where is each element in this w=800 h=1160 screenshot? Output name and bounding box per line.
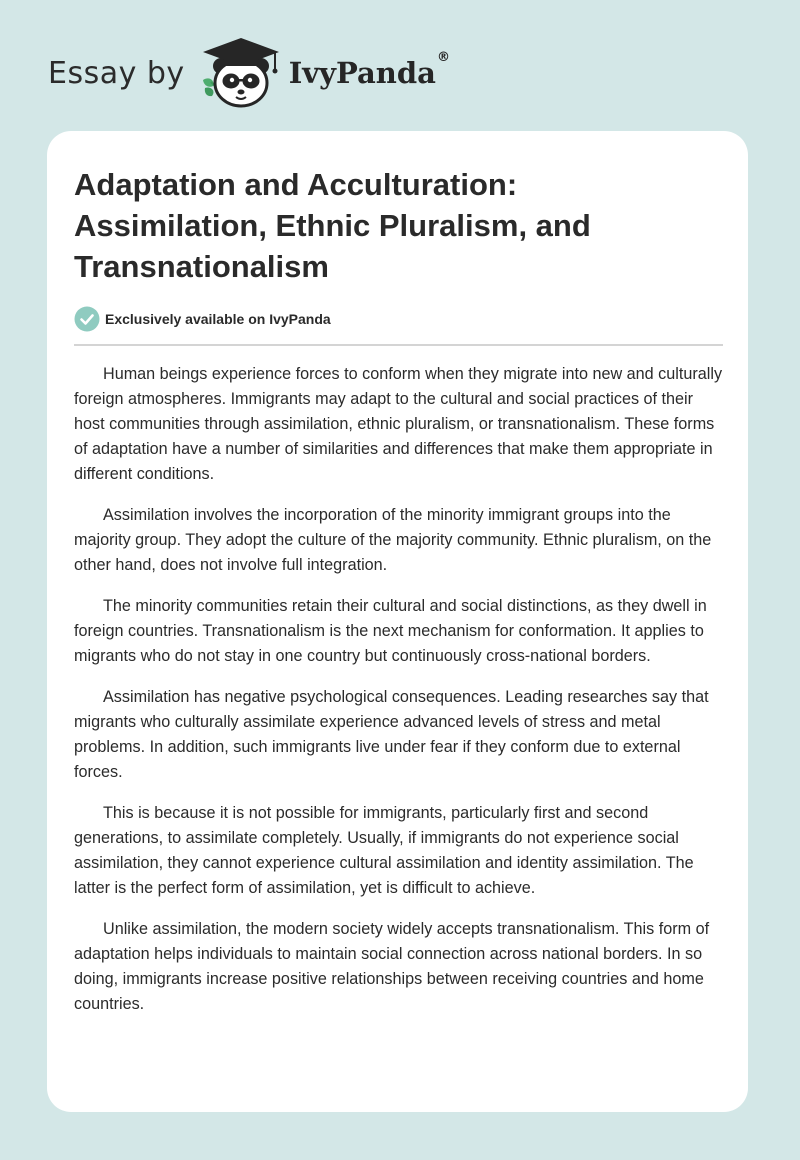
essay-card: [47, 131, 748, 1112]
exclusive-badge: [74, 306, 331, 332]
paragraph: Unlike assimilation, the modern society widely accepts transnationalism. This form of adaptation helps individuals to maintain social connection across national borders. In so doing, immigrants increase positive relationships between receiving countries and home countries.: [74, 920, 710, 1013]
paragraph: Assimilation has negative psychological consequences. Leading researches say that migrants who culturally assimilate experience advanced levels of stress and metal problems. In addition, such immigrants live under fear if they conform due to external forces.: [74, 688, 709, 781]
essay-body: [74, 362, 726, 1033]
brand-name: [288, 50, 450, 90]
paragraph: This is because it is not possible for immigrants, particularly first and second generations, to assimilate completely. Usually, if immigrants do not experience social assimilation, they cannot experience cultural assimilation and identity assimilation. The latter is the perfect form of assimilation, yet is difficult to achieve.: [74, 804, 694, 897]
brand-prefix: Essay by: [48, 55, 185, 91]
title-divider: [74, 344, 723, 346]
registered-mark: ®: [436, 50, 450, 65]
paragraph: The minority communities retain their cultural and social distinctions, as they dwell in foreign countries. Transnationalism is the next mechanism for conformation. It applies to migrants who do not stay in one country but continuously cross-national borders.: [74, 597, 707, 665]
essay-title: Adaptation and Acculturation: Assimilation, Ethnic Pluralism, and Transnationalism: [74, 167, 591, 284]
exclusive-label: Exclusively available on IvyPanda: [105, 311, 331, 327]
paragraph: Human beings experience forces to conform when they migrate into new and culturally foreign atmospheres. Immigrants may adapt to the cultural and social practices of their host communities through assimilation, ethnic pluralism, or transnationalism. These forms of adaptation have a number of similarities and differences that make them appropriate in different conditions.: [74, 365, 723, 483]
panda-logo-icon: [195, 36, 287, 110]
check-circle-icon: [74, 306, 100, 332]
brand-name-text: IvyPanda: [288, 56, 436, 90]
brand-header: [48, 36, 450, 110]
paragraph: Assimilation involves the incorporation of the minority immigrant groups into the majority group. They adopt the culture of the majority community. Ethnic pluralism, on the other hand, does not involve full integration.: [74, 506, 712, 574]
